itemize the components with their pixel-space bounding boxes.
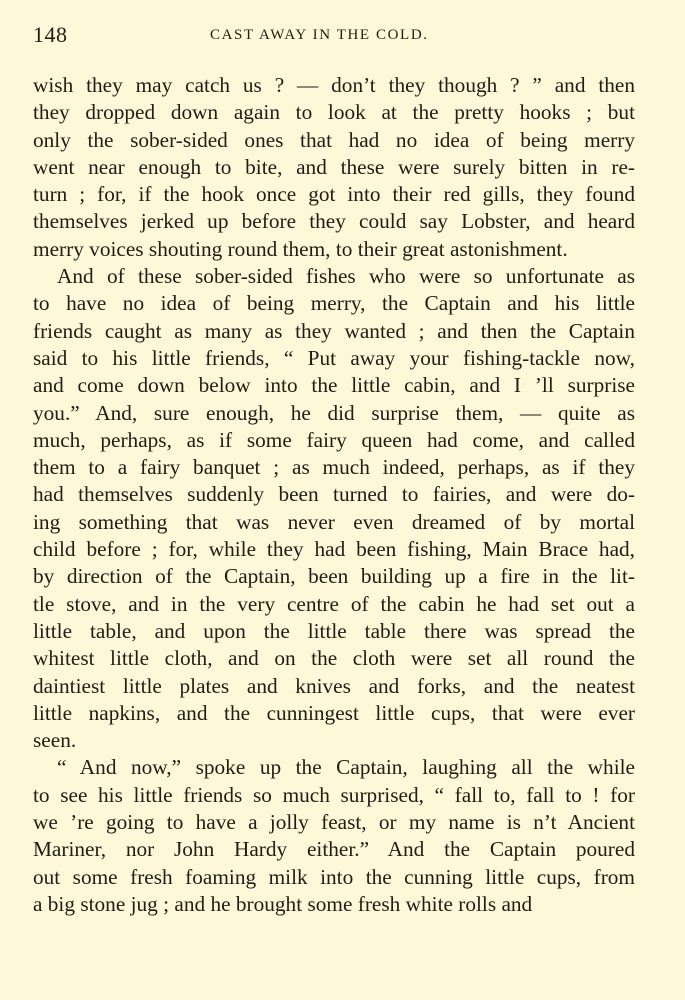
paragraph <box>33 754 635 918</box>
text-line: whitest little cloth, and on the cloth were set all round the <box>33 646 635 671</box>
text-line: “ And now,” spoke up the Captain, laughing all the while <box>57 755 635 780</box>
text-line: child before ; for, while they had been fishing, Main Brace had, <box>33 537 635 562</box>
text-line: and come down below into the little cabin, and I ’ll surprise <box>33 373 635 398</box>
page-number: 148 <box>33 22 68 47</box>
text-line: we ’re going to have a jolly feast, or my name is n’t Ancient <box>33 810 635 835</box>
text-line: turn ; for, if the hook once got into their red gills, they found <box>33 182 635 207</box>
text-line: seen. <box>33 728 77 753</box>
text-line: themselves jerked up before they could say Lobster, and heard <box>33 209 635 234</box>
page-header <box>33 22 638 52</box>
text-line: tle stove, and in the very centre of the cabin he had set out a <box>33 591 635 616</box>
text-line: them to a fairy banquet ; as much indeed, perhaps, as if they <box>33 455 635 480</box>
text-line: wish they may catch us ? — don’t they though ? ” and then <box>33 73 635 97</box>
text-line: said to his little friends, “ Put away your fishing-tackle now, <box>33 345 635 370</box>
body-text <box>33 72 635 918</box>
text-line: little napkins, and the cunningest little cups, that were ever <box>33 700 635 725</box>
text-line: you.” And, sure enough, he did surprise them, — quite as <box>33 400 635 425</box>
text-line: by direction of the Captain, been building up a fire in the lit- <box>33 564 635 589</box>
text-line: daintiest little plates and knives and forks, and the neatest <box>33 673 635 698</box>
text-line: went near enough to bite, and these were surely bitten in re- <box>33 154 635 179</box>
text-line: Mariner, nor John Hardy either.” And the Captain poured <box>33 837 635 862</box>
text-line: only the sober-sided ones that had no idea of being merry <box>33 127 635 152</box>
text-line: ing something that was never even dreamed of by mortal <box>33 509 635 534</box>
text-line: a big stone jug ; and he brought some fresh white rolls and <box>33 891 533 916</box>
text-line: merry voices shouting round them, to their great astonishment. <box>33 236 568 261</box>
paragraph <box>33 263 635 754</box>
running-title: CAST AWAY IN THE COLD. <box>210 27 429 43</box>
paragraph <box>33 72 635 263</box>
text-line: much, perhaps, as if some fairy queen had come, and called <box>33 427 635 452</box>
text-line: out some fresh foaming milk into the cunning little cups, from <box>33 864 635 889</box>
text-line: to have no idea of being merry, the Captain and his little <box>33 291 635 316</box>
text-line: friends caught as many as they wanted ; and then the Captain <box>33 318 635 343</box>
text-line: And of these sober-sided fishes who were so unfortunate as <box>57 264 635 289</box>
text-line: little table, and upon the little table there was spread the <box>33 618 635 643</box>
text-line: to see his little friends so much surprised, “ fall to, fall to ! for <box>33 782 635 807</box>
text-line: had themselves suddenly been turned to fairies, and were do- <box>33 482 635 507</box>
text-line: they dropped down again to look at the pretty hooks ; but <box>33 100 635 125</box>
